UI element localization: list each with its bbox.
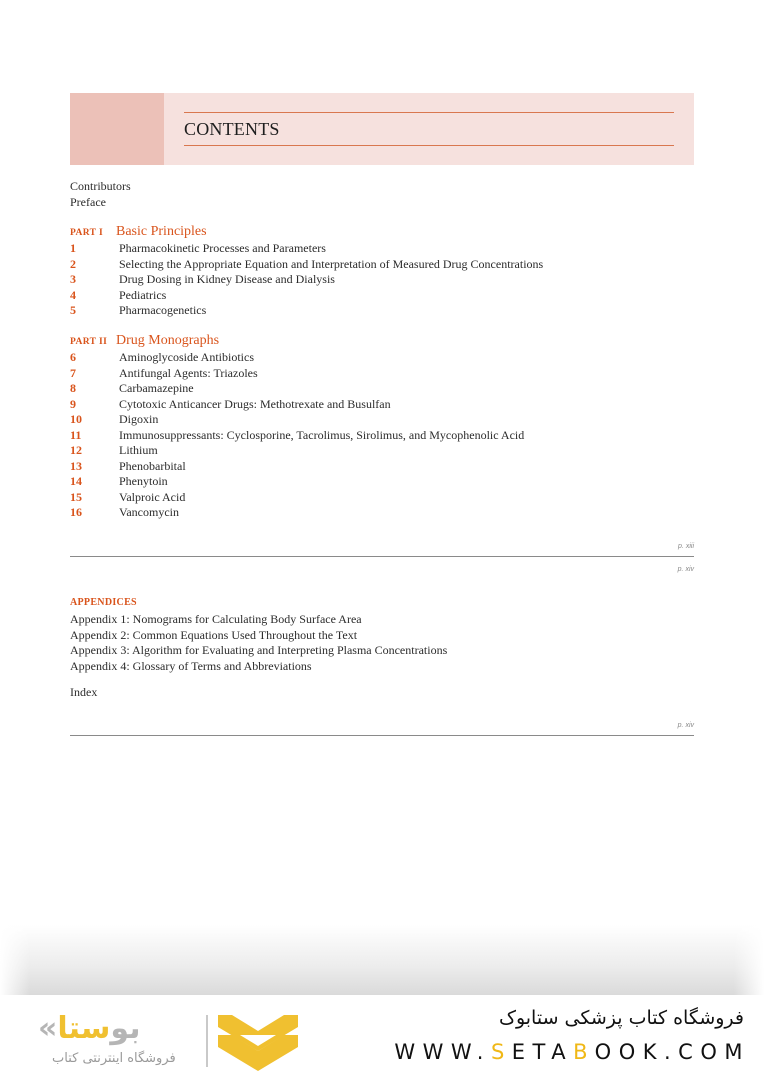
part-label: PART II [70,337,108,347]
chapter-number: 1 [70,241,76,255]
toc-entry-appendix[interactable]: Appendix 2: Common Equations Used Throughout the Text [70,628,358,642]
logo-wordmark [38,1011,140,1046]
store-banner [0,995,764,1080]
chapter-title[interactable]: Phenytoin [119,474,168,488]
shadow-edge-right [734,925,764,995]
chapter-title[interactable]: Aminoglycoside Antibiotics [119,350,254,364]
chapter-number: 9 [70,397,76,411]
part-title[interactable]: Drug Monographs [116,333,220,348]
part-title[interactable]: Basic Principles [116,224,207,239]
chapter-number: 16 [70,505,82,519]
chapter-number: 5 [70,303,76,317]
chapter-number: 11 [70,428,82,442]
toc-entry-contributors[interactable]: Contributors [70,179,131,193]
contents-header-band [70,93,694,165]
url-part: WWW. [394,1040,491,1064]
url-part: OOK.COM [594,1040,750,1064]
header-color-block [70,93,164,165]
header-rule-top [184,112,674,113]
store-url[interactable] [394,1040,750,1064]
chapter-title[interactable]: Pharmacokinetic Processes and Parameters [119,241,326,255]
chapter-title[interactable]: Phenobarbital [119,459,186,473]
page-shadow [0,925,764,995]
part-heading [70,222,207,240]
page-break-rule [70,735,694,736]
chapter-title[interactable]: Drug Dosing in Kidney Disease and Dialysis [119,272,335,286]
part-label: PART I [70,228,104,238]
shadow-edge-left [0,925,30,995]
chapter-title[interactable]: Digoxin [119,412,159,426]
chapter-number: 6 [70,350,76,364]
page-marker: p. xiv [677,566,694,573]
chapter-title[interactable]: Valproic Acid [119,490,186,504]
url-part-highlight: S [490,1040,512,1064]
chapter-title[interactable]: Pharmacogenetics [119,303,207,317]
chapter-number: 3 [70,272,76,286]
toc-entry-index[interactable]: Index [70,685,98,699]
url-part-highlight: B [573,1040,595,1064]
chapter-title[interactable]: Vancomycin [119,505,179,519]
chapter-title[interactable]: Pediatrics [119,288,167,302]
chapter-number: 10 [70,412,82,426]
logo-word-yellow: ستا [57,1011,111,1046]
store-name: فروشگاه کتاب پزشکی ستابوک [498,1007,744,1029]
chapter-number: 2 [70,257,76,271]
page-break-rule [70,556,694,557]
part-heading [70,331,219,349]
header-rule-bottom [184,145,674,146]
chapter-title[interactable]: Lithium [119,443,158,457]
chapter-title[interactable]: Antifungal Agents: Triazoles [119,366,258,380]
toc-entry-appendix[interactable]: Appendix 3: Algorithm for Evaluating and Interpreting Plasma Concentrations [70,643,448,657]
toc-entry-preface[interactable]: Preface [70,195,106,209]
chapter-number: 15 [70,490,82,504]
chapter-title[interactable]: Immunosuppressants: Cyclosporine, Tacrolimus, Sirolimus, and Mycophenolic Acid [119,428,525,442]
logo-word-gray: «بو [38,1011,141,1046]
chapter-number: 14 [70,474,82,488]
toc-entry-appendix[interactable]: Appendix 4: Glossary of Terms and Abbreviations [70,659,312,673]
store-logo[interactable] [38,1009,298,1075]
chapter-number: 4 [70,288,76,302]
page-marker: p. xiv [677,722,694,729]
logo-subtitle: فروشگاه اینترنتی کتاب [52,1051,176,1066]
url-part: ETA [511,1040,574,1064]
toc-entry-appendix[interactable]: Appendix 1: Nomograms for Calculating Body Surface Area [70,612,362,626]
chapter-number: 8 [70,381,76,395]
chapter-title[interactable]: Carbamazepine [119,381,194,395]
page-title: CONTENTS [184,119,280,139]
logo-divider [206,1015,208,1067]
chevron-logo-icon [218,1013,298,1073]
appendices-heading: APPENDICES [70,597,137,608]
chapter-number: 12 [70,443,82,457]
chapter-title[interactable]: Cytotoxic Anticancer Drugs: Methotrexate and Busulfan [119,397,391,411]
page-marker: p. xiii [678,543,694,550]
chapter-number: 13 [70,459,82,473]
chapter-title[interactable]: Selecting the Appropriate Equation and Interpretation of Measured Drug Concentrations [119,257,544,271]
chapter-number: 7 [70,366,76,380]
